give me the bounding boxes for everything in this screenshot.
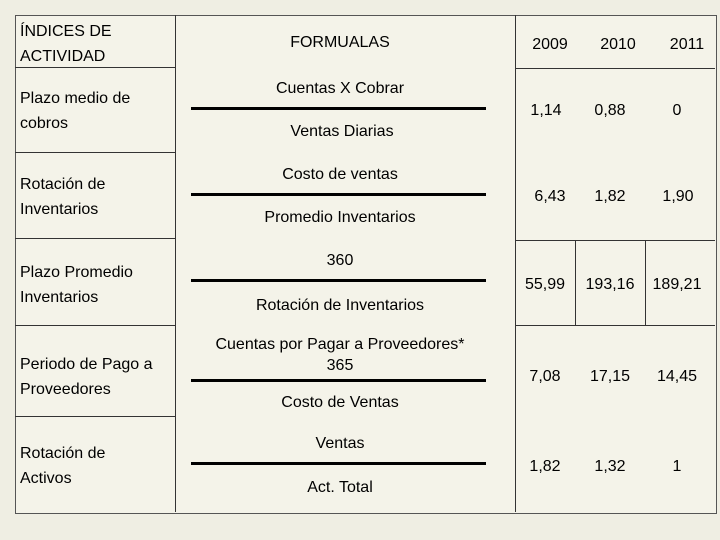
grid-line [645, 240, 646, 325]
ratio-value: 189,21 [652, 276, 702, 293]
header-indices-line2: ACTIVIDAD [20, 48, 106, 65]
ratio-value: 55,99 [524, 276, 566, 293]
year-header: 2010 [600, 36, 636, 53]
grid-line [15, 325, 175, 326]
formula-denominator: Costo de Ventas [281, 394, 399, 411]
grid-line [515, 68, 715, 69]
ratio-value: 1 [672, 458, 682, 475]
year-header: 2011 [669, 36, 705, 53]
formula-numerator: 360 [326, 252, 354, 269]
ratio-value: 0,88 [594, 102, 626, 119]
ratio-name: Rotación de Inventarios [20, 176, 106, 218]
header-indices-line1: ÍNDICES DE [20, 23, 112, 40]
ratio-value: 1,90 [662, 188, 694, 205]
grid-line [175, 15, 176, 512]
ratio-value: 1,82 [529, 458, 561, 475]
ratio-value: 14,45 [656, 368, 698, 385]
ratio-name: Rotación de Activos [20, 445, 106, 487]
formula-numerator: Costo de ventas [282, 166, 398, 183]
ratio-value: 0 [672, 102, 682, 119]
ratio-value: 193,16 [585, 276, 635, 293]
ratio-value: 17,15 [589, 368, 631, 385]
grid-line [575, 240, 576, 325]
fraction-bar [191, 379, 486, 382]
grid-line [15, 152, 175, 153]
ratio-value: 7,08 [529, 368, 561, 385]
year-header: 2009 [532, 36, 568, 53]
ratio-value: 1,82 [594, 188, 626, 205]
formula-denominator: Ventas Diarias [290, 123, 394, 140]
formula-numerator: Cuentas X Cobrar [275, 80, 405, 97]
formula-denominator: Act. Total [307, 479, 373, 496]
ratio-value: 6,43 [534, 188, 566, 205]
fraction-bar [191, 193, 486, 196]
ratio-name: Plazo Promedio Inventarios [20, 264, 133, 306]
grid-line [515, 325, 715, 326]
formula-numerator: Ventas [315, 435, 365, 452]
fraction-bar [191, 107, 486, 110]
formula-numerator: Cuentas por Pagar a Proveedores* 365 [215, 336, 465, 374]
grid-line [15, 416, 175, 417]
grid-line [15, 238, 175, 239]
grid-line [515, 240, 715, 241]
grid-line [515, 15, 516, 512]
header-indices [20, 19, 112, 69]
formula-denominator: Rotación de Inventarios [255, 297, 425, 314]
header-formulas: FORMUALAS [290, 34, 390, 51]
fraction-bar [191, 279, 486, 282]
ratio-name: Plazo medio de cobros [20, 90, 131, 132]
fraction-bar [191, 462, 486, 465]
ratio-value: 1,32 [594, 458, 626, 475]
formula-denominator: Promedio Inventarios [264, 209, 416, 226]
ratio-value: 1,14 [530, 102, 562, 119]
ratio-name: Periodo de Pago a Proveedores [20, 356, 153, 398]
